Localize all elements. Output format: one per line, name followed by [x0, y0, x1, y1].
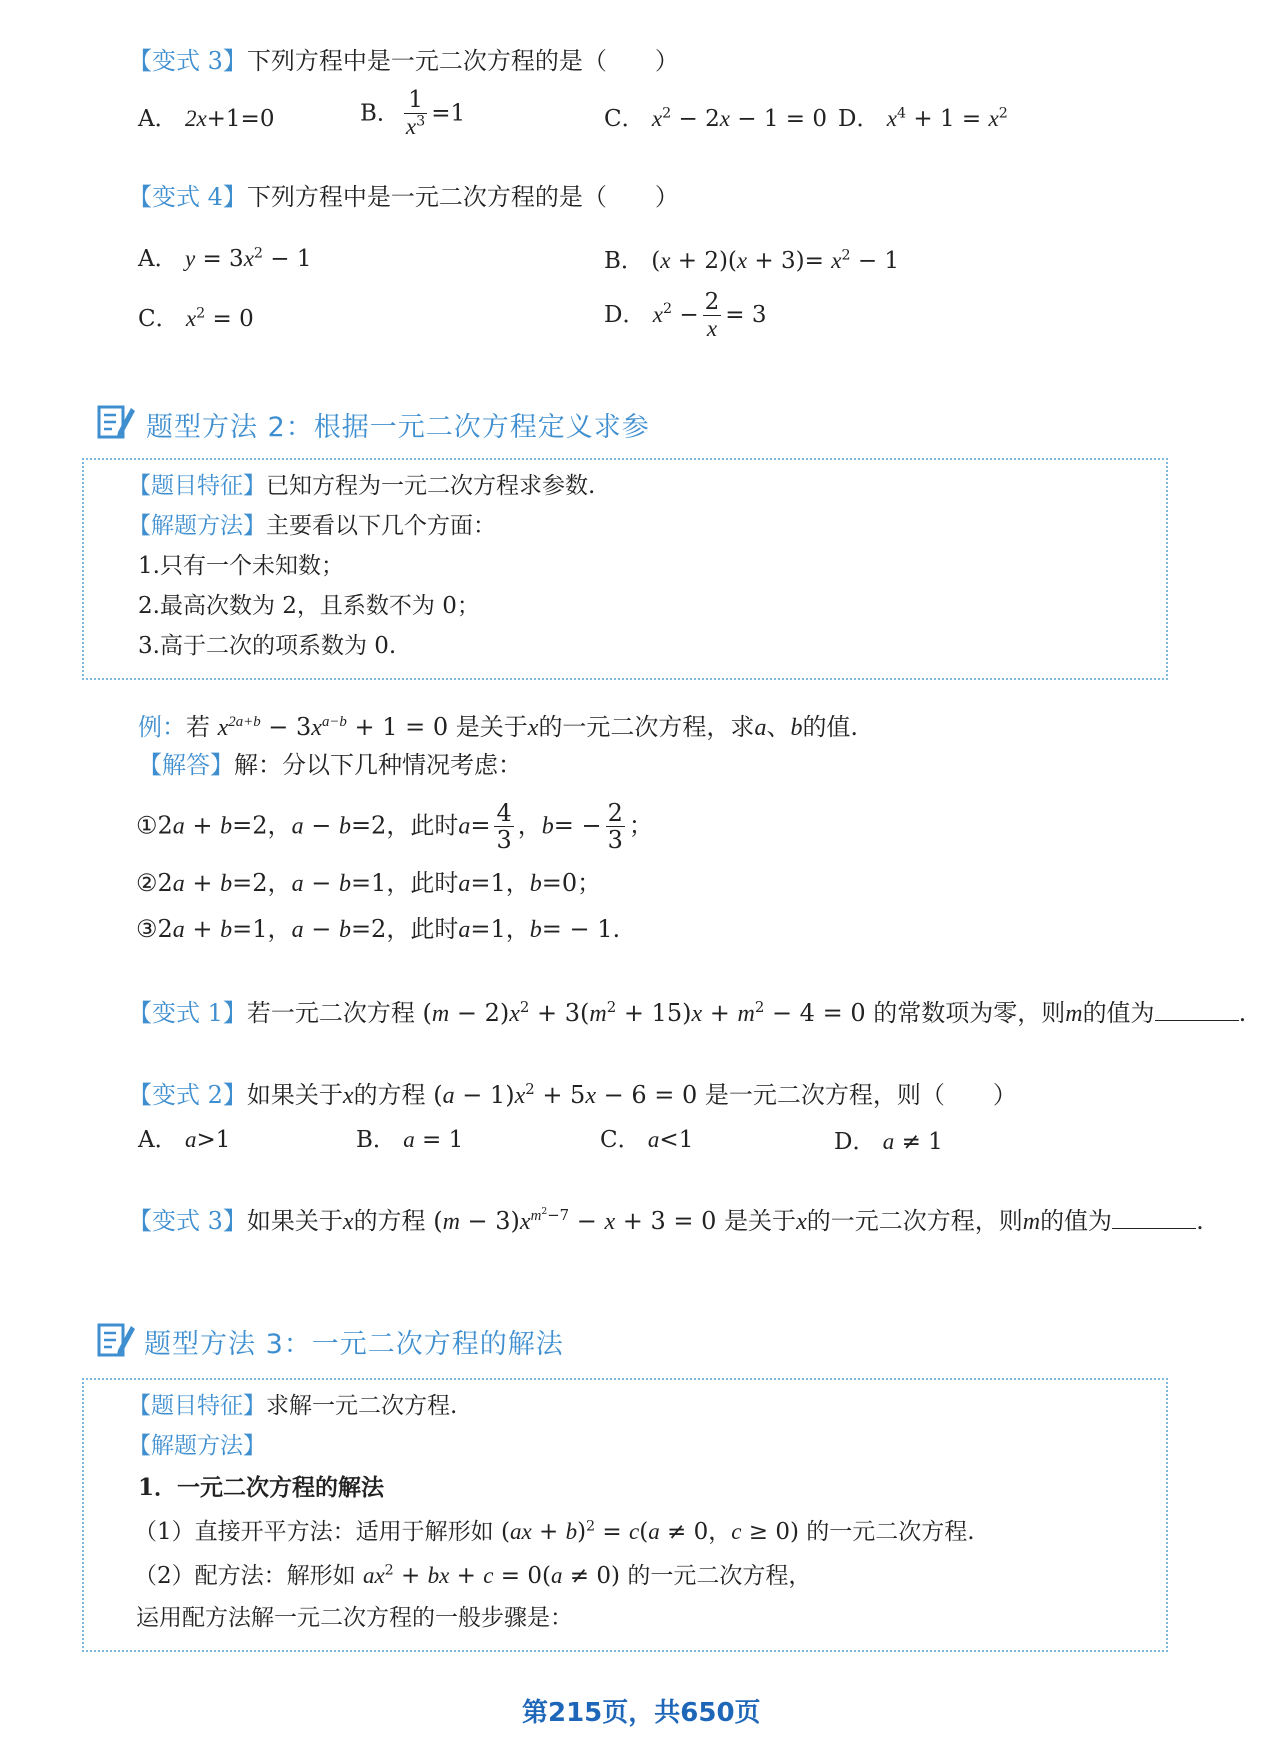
question-tag: 【变式 4】	[128, 183, 247, 211]
method-point-1: 1.只有一个未知数；	[138, 553, 344, 579]
question-text: 的值为	[1040, 1207, 1113, 1235]
answer-blank[interactable]	[1112, 1204, 1196, 1229]
case-then: 此时	[410, 915, 459, 943]
question-v3	[128, 44, 679, 78]
question-text: 下列方程中是一元二次方程的是（ ）	[246, 183, 679, 211]
section-title: 题型方法 3：一元二次方程的解法	[144, 1329, 564, 1360]
option-label: D．	[604, 301, 646, 328]
option-label: A．	[138, 106, 178, 132]
case-prefix: ③	[136, 915, 158, 943]
page-number: 第215页，共650页	[522, 1698, 761, 1728]
method-tag: 【解题方法】	[128, 1433, 266, 1459]
question-text: 的常数项为零，则	[873, 999, 1066, 1027]
question-text: 若一元二次方程	[246, 999, 415, 1027]
method-item-1: （1）直接开平方法：适用于解形如 (ax + b)$^2$ = c(a ≠ 0，c ≥ 0) 的一元二次方程.	[134, 1518, 975, 1545]
method-text: （1）直接开平方法：适用于解形如	[134, 1519, 494, 1545]
option-label: B．	[356, 1127, 396, 1153]
option-label: B．	[604, 248, 644, 274]
method-point-3: 3.高于二次的项系数为 0.	[138, 633, 397, 659]
option-b: B． $(x + 2)(x + 3)= x^2 - 1$	[604, 247, 900, 274]
example-line: 例：若 $x^{2a+b} - 3x^{a-b} + 1 = 0$ 是关于x的一元二次方程，求a、b的值.	[138, 713, 859, 741]
option-d: D． a ≠ 1	[834, 1129, 943, 1155]
case-prefix: ①	[136, 811, 158, 840]
notebook-pen-icon	[96, 1320, 136, 1360]
option-label: D．	[834, 1129, 876, 1155]
question-v4	[128, 180, 679, 214]
option-d: D． $x^4 + 1 = x^2$	[838, 105, 1008, 132]
option-label: C．	[600, 1127, 641, 1153]
question-b3: 【变式 3】如果关于x的方程 $(m - 3)x^{m^2-7} - x + 3 = 0$ 是关于x的一元二次方程，则m的值为 .	[128, 1206, 1204, 1235]
case-1: ①2a + b=2，a − b=2，此时a= $\frac{4}{3}$ ，b= − $\frac{2}{3}$ ；	[136, 799, 653, 855]
answer-text: 解：分以下几种情况考虑：	[234, 751, 522, 779]
question-b1: 【变式 1】若一元二次方程 $(m - 2)x^2 + 3(m^2 + 15)x + m^2 - 4 = 0$ 的常数项为零，则m的值为 .	[128, 998, 1247, 1027]
example-text: 若	[186, 713, 210, 741]
option-c: C． $x^2 = 0$	[138, 305, 254, 332]
option-c: C． a<1	[600, 1127, 694, 1153]
answer-tag: 【解答】	[138, 751, 234, 779]
case-prefix: ②	[136, 869, 158, 897]
example-text: 的一元二次方程，求	[538, 713, 755, 741]
method-line	[128, 1426, 266, 1466]
answer-blank[interactable]	[1155, 996, 1239, 1021]
case-then: 此时	[410, 869, 459, 897]
feature-tag: 【题目特征】	[128, 473, 266, 499]
case-3: ③2a + b=1，a − b=2，此时a=1，b= − 1.	[136, 915, 621, 943]
method-text: 主要看以下几个方面：	[266, 513, 496, 539]
method-tag: 【解题方法】	[128, 513, 266, 539]
method-text: 的一元二次方程，	[627, 1563, 812, 1589]
question-tag: 【变式 3】	[128, 47, 247, 75]
question-tag: 【变式 2】	[128, 1081, 247, 1109]
feature-text: 求解一元二次方程.	[266, 1393, 458, 1419]
question-tag: 【变式 1】	[128, 999, 247, 1027]
question-text: 如果关于	[246, 1081, 343, 1109]
question-text: 是关于	[724, 1207, 797, 1235]
example-text: 的值.	[802, 713, 859, 741]
question-text: 的方程	[353, 1081, 426, 1109]
case-2: ②2a + b=2，a − b=1，此时a=1，b=0；	[136, 869, 602, 897]
notebook-pen-icon	[96, 402, 136, 442]
option-d: D． $x^2$ − $\frac{2}{x}$ = 3	[604, 289, 767, 342]
case-then: 此时	[410, 811, 459, 840]
option-a: A． $y = 3x^2 - 1$	[138, 245, 312, 272]
method-item-2: （2）配方法：解形如 $ax^2$ + bx + c = 0(a ≠ 0) 的一元二次方程，	[134, 1562, 812, 1589]
option-label: A．	[138, 246, 178, 272]
question-text: 如果关于	[246, 1207, 343, 1235]
method-text: （2）配方法：解形如	[134, 1563, 356, 1589]
question-text: 下列方程中是一元二次方程的是（ ）	[246, 47, 679, 75]
feature-tag: 【题目特征】	[128, 1393, 266, 1419]
feature-line	[128, 466, 595, 506]
option-a: A． 2x+1=0	[138, 106, 275, 132]
question-text: 的一元二次方程，则	[806, 1207, 1023, 1235]
option-c: C． $x^2 - 2x - 1 = 0$	[604, 105, 828, 132]
option-label: D．	[838, 106, 880, 132]
section-title: 题型方法 2：根据一元二次方程定义求参	[146, 412, 650, 443]
option-b: B． $\frac{1}{x^3}$ =1	[360, 87, 466, 140]
question-b2: 【变式 2】如果关于x的方程 $(a - 1)x^2 + 5x - 6 = 0$ 是一元二次方程，则（ ）	[128, 1080, 1017, 1109]
feature-text: 已知方程为一元二次方程求参数.	[266, 473, 596, 499]
method-item-3: 运用配方法解一元二次方程的一般步骤是：	[136, 1605, 573, 1631]
question-tag: 【变式 3】	[128, 1207, 247, 1235]
option-a: A． a>1	[138, 1127, 231, 1153]
question-text: 是一元二次方程，则（ ）	[704, 1081, 1017, 1109]
answer-line	[138, 748, 522, 782]
example-tag: 例：	[138, 713, 186, 741]
option-label: B．	[360, 100, 400, 127]
option-label: C．	[138, 306, 179, 332]
option-b: B． a = 1	[356, 1127, 464, 1153]
feature-line	[128, 1386, 457, 1426]
question-text: 的方程	[353, 1207, 426, 1235]
option-label: A．	[138, 1127, 178, 1153]
method-line	[128, 506, 496, 546]
method-heading: 1．一元二次方程的解法	[138, 1474, 385, 1501]
example-text: 是关于	[455, 713, 528, 741]
option-label: C．	[604, 106, 645, 132]
method-text: 的一元二次方程.	[806, 1519, 975, 1545]
question-text: 的值为	[1082, 999, 1155, 1027]
method-point-2: 2.最高次数为 2，且系数不为 0；	[138, 593, 480, 619]
